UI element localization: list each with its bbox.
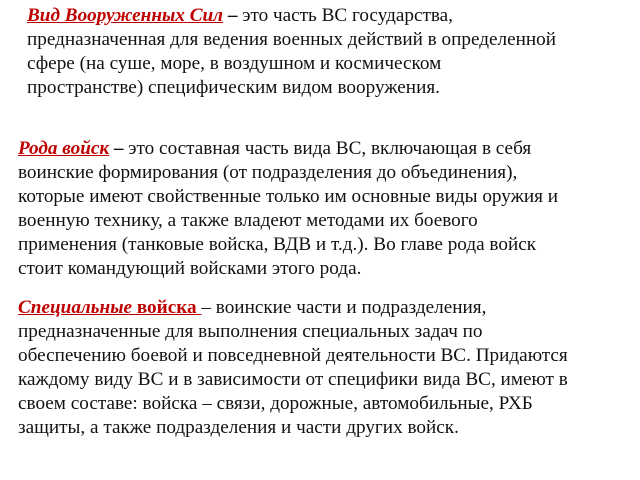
definition-troop-branch [18, 137, 558, 281]
definition-line: воинские формирования (от подразделения до объединения), [18, 162, 518, 183]
definition-line: применения (танковые войска, ВДВ и т.д.). Во главе рода войск [18, 234, 537, 255]
definition-line [18, 296, 568, 320]
definition-line: предназначенные для выполнения специальных задач по [18, 321, 483, 342]
definition-text: это часть ВС государства, [242, 5, 453, 26]
definition-line: стоит командующий войсками этого рода. [18, 258, 362, 279]
term-special-troops [18, 297, 201, 318]
term-dash: – [201, 297, 216, 318]
definition-line [18, 137, 558, 161]
definition-line [27, 4, 556, 28]
term-troop-branch: Рода войск [18, 138, 110, 159]
definition-text: это составная часть вида ВС, включающая в себя [128, 138, 532, 159]
definition-line: которые имеют свойственные только им основные виды оружия и [18, 186, 559, 207]
term-armed-forces-branch: Вид Вооруженных Сил [27, 5, 224, 26]
definition-special-troops [18, 296, 568, 440]
definition-armed-forces-branch [27, 4, 556, 100]
definition-line: военную технику, а также владеют методами их боевого [18, 210, 478, 231]
definition-line: защиты, а также подразделения и части других войск. [18, 417, 459, 438]
definition-line: предназначенная для ведения военных действий в определенной [27, 29, 556, 50]
definition-line: своем составе: войска – связи, дорожные, автомобильные, РХБ [18, 393, 533, 414]
term-dash: – [109, 138, 129, 159]
definition-line: каждому виду ВС и в зависимости от специфики вида ВС, имеют в [18, 369, 568, 390]
definition-line: пространстве) специфическим видом вооружения. [27, 77, 440, 98]
definition-text: воинские части и подразделения, [215, 297, 487, 318]
definition-line: обеспечению боевой и повседневной деятельности ВС. Придаются [18, 345, 568, 366]
term-special-italic: Специальные [18, 297, 133, 318]
definition-line: сфере (на суше, море, в воздушном и космическом [27, 53, 442, 74]
term-dash: – [223, 5, 243, 26]
term-special-rest: войска [132, 297, 202, 318]
